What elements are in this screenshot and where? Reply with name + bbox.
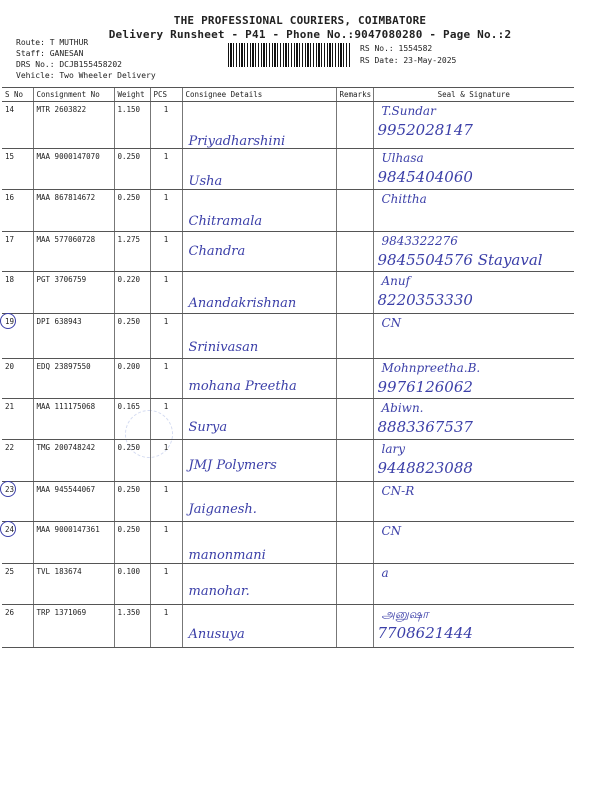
cell-sno <box>2 522 33 564</box>
cell-remarks <box>336 605 373 648</box>
table-row <box>2 522 574 564</box>
runsheet-table <box>2 87 574 648</box>
cell-pcs: 1 <box>150 102 182 149</box>
cell-remarks <box>336 482 373 522</box>
table-row <box>2 440 574 482</box>
table-row <box>2 399 574 440</box>
serial-number: 14 <box>5 105 15 114</box>
handwritten-signature: Mohnpreetha.B. <box>381 361 481 375</box>
table-row <box>2 314 574 359</box>
table-row <box>2 359 574 399</box>
route-label: Route: T MUTHUR <box>16 38 89 47</box>
cell-consignee <box>182 359 336 399</box>
cell-sno <box>2 102 33 149</box>
cell-pcs: 1 <box>150 522 182 564</box>
cell-remarks <box>336 102 373 149</box>
cell-remarks <box>336 272 373 314</box>
cell-weight: 0.250 <box>114 314 150 359</box>
cell-remarks <box>336 522 373 564</box>
handwritten-signature: lary <box>381 442 406 456</box>
col-sno: S No <box>2 88 33 102</box>
handwritten-consignee-name: Anusuya <box>188 627 245 642</box>
cell-sno <box>2 359 33 399</box>
cell-consignment: MAA 9000147361 <box>33 522 114 564</box>
vehicle-label: Vehicle: Two Wheeler Delivery <box>16 71 156 80</box>
serial-number: 24 <box>5 525 15 534</box>
cell-pcs: 1 <box>150 232 182 272</box>
cell-sno <box>2 190 33 232</box>
handwritten-phone: 9976126062 <box>377 378 473 396</box>
cell-consignment: PGT 3706759 <box>33 272 114 314</box>
handwritten-consignee-name: Srinivasan <box>188 340 259 355</box>
cell-remarks <box>336 399 373 440</box>
handwritten-phone: 7708621444 <box>377 624 473 642</box>
table-row <box>2 190 574 232</box>
handwritten-consignee-name: JMJ Polymers <box>188 458 277 473</box>
handwritten-consignee-name: mohana Preetha <box>188 379 297 394</box>
cell-weight: 1.350 <box>114 605 150 648</box>
handwritten-consignee-name: Surya <box>188 420 228 435</box>
cell-consignee <box>182 190 336 232</box>
cell-consignee <box>182 314 336 359</box>
cell-remarks <box>336 359 373 399</box>
cell-signature <box>373 399 574 440</box>
cell-signature <box>373 272 574 314</box>
handwritten-consignee-name: Chandra <box>188 244 246 259</box>
handwritten-consignee-name: Jaiganesh. <box>188 502 257 517</box>
cell-remarks <box>336 232 373 272</box>
cell-pcs: 1 <box>150 440 182 482</box>
cell-weight: 0.250 <box>114 482 150 522</box>
handwritten-phone: 8883367537 <box>377 418 473 436</box>
table-row <box>2 482 574 522</box>
cell-pcs: 1 <box>150 564 182 605</box>
cell-signature <box>373 564 574 605</box>
cell-remarks <box>336 190 373 232</box>
serial-number: 18 <box>5 275 15 284</box>
rs-date: RS Date: 23-May-2025 <box>360 56 457 65</box>
cell-consignee <box>182 482 336 522</box>
cell-consignee <box>182 149 336 190</box>
cell-sno <box>2 314 33 359</box>
serial-number: 23 <box>5 485 15 494</box>
cell-consignee <box>182 564 336 605</box>
cell-consignment: MAA 577060728 <box>33 232 114 272</box>
handwritten-phone: 9448823088 <box>377 459 473 477</box>
circle-mark <box>0 481 16 497</box>
staff-label: Staff: GANESAN <box>16 49 84 58</box>
table-header-row <box>2 88 574 102</box>
cell-signature <box>373 102 574 149</box>
cell-consignment: TRP 1371069 <box>33 605 114 648</box>
cell-sno <box>2 272 33 314</box>
cell-weight: 0.165 <box>114 399 150 440</box>
cell-consignment: MAA 111175068 <box>33 399 114 440</box>
cell-consignee <box>182 522 336 564</box>
cell-pcs: 1 <box>150 190 182 232</box>
handwritten-signature: 9843322276 <box>381 234 458 248</box>
handwritten-phone: 9845404060 <box>377 168 473 186</box>
col-consignment: Consignment No <box>33 88 114 102</box>
cell-sno <box>2 149 33 190</box>
cell-remarks <box>336 564 373 605</box>
handwritten-signature: Anuf <box>381 274 411 288</box>
cell-weight: 1.275 <box>114 232 150 272</box>
cell-pcs: 1 <box>150 149 182 190</box>
cell-consignee <box>182 605 336 648</box>
cell-consignee <box>182 232 336 272</box>
cell-weight: 0.250 <box>114 440 150 482</box>
cell-weight: 1.150 <box>114 102 150 149</box>
handwritten-signature: CN <box>381 524 402 538</box>
handwritten-signature: அனுஷா <box>381 607 429 621</box>
runsheet-title: Delivery Runsheet - P41 - Phone No.:9047080280 - Page No.:2 <box>108 28 512 41</box>
cell-signature <box>373 605 574 648</box>
cell-sno <box>2 605 33 648</box>
rs-number: RS No.: 1554582 <box>360 44 433 53</box>
handwritten-consignee-name: manohar. <box>188 584 250 599</box>
barcode <box>228 43 350 67</box>
handwritten-phone: 8220353330 <box>377 291 473 309</box>
cell-pcs: 1 <box>150 314 182 359</box>
handwritten-consignee-name: Anandakrishnan <box>188 296 297 311</box>
cell-consignment: EDQ 23897550 <box>33 359 114 399</box>
handwritten-signature: Chittha <box>381 192 427 206</box>
cell-consignment: DPI 638943 <box>33 314 114 359</box>
cell-consignment: MAA 867814672 <box>33 190 114 232</box>
handwritten-consignee-name: Chitramala <box>188 214 263 229</box>
serial-number: 20 <box>5 362 15 371</box>
cell-weight: 0.250 <box>114 522 150 564</box>
cell-pcs: 1 <box>150 605 182 648</box>
cell-weight: 0.220 <box>114 272 150 314</box>
cell-pcs: 1 <box>150 359 182 399</box>
cell-weight: 0.100 <box>114 564 150 605</box>
cell-sno <box>2 482 33 522</box>
cell-signature <box>373 314 574 359</box>
serial-number: 22 <box>5 443 15 452</box>
table-row <box>2 232 574 272</box>
cell-signature <box>373 190 574 232</box>
handwritten-phone: 9952028147 <box>377 121 473 139</box>
circle-mark <box>0 521 16 537</box>
cell-consignee <box>182 272 336 314</box>
handwritten-consignee-name: Usha <box>188 174 223 189</box>
circle-mark <box>0 313 16 329</box>
cell-weight: 0.250 <box>114 190 150 232</box>
serial-number: 16 <box>5 193 15 202</box>
cell-signature <box>373 522 574 564</box>
cell-remarks <box>336 314 373 359</box>
handwritten-signature: CN-R <box>381 484 415 498</box>
serial-number: 25 <box>5 567 15 576</box>
cell-sno <box>2 399 33 440</box>
cell-sno <box>2 440 33 482</box>
handwritten-consignee-name: manonmani <box>188 548 266 563</box>
cell-sno <box>2 232 33 272</box>
handwritten-signature: CN <box>381 316 402 330</box>
cell-consignee <box>182 102 336 149</box>
serial-number: 26 <box>5 608 15 617</box>
drs-label: DRS No.: DCJB155458202 <box>16 60 122 69</box>
handwritten-signature: Ulhasa <box>381 151 424 165</box>
cell-pcs: 1 <box>150 272 182 314</box>
cell-remarks <box>336 440 373 482</box>
table-row <box>2 605 574 648</box>
cell-pcs: 1 <box>150 399 182 440</box>
serial-number: 15 <box>5 152 15 161</box>
handwritten-signature: Abiwn. <box>381 401 424 415</box>
table-row <box>2 272 574 314</box>
cell-weight: 0.250 <box>114 149 150 190</box>
serial-number: 19 <box>5 317 15 326</box>
col-signature: Seal & Signature <box>373 88 574 102</box>
cell-consignment: MAA 945544067 <box>33 482 114 522</box>
cell-sno <box>2 564 33 605</box>
col-consignee: Consignee Details <box>182 88 336 102</box>
company-title: THE PROFESSIONAL COURIERS, COIMBATORE <box>173 14 427 27</box>
cell-signature <box>373 440 574 482</box>
cell-signature <box>373 482 574 522</box>
cell-signature <box>373 149 574 190</box>
cell-consignment: TVL 183674 <box>33 564 114 605</box>
table-row <box>2 564 574 605</box>
table-row <box>2 149 574 190</box>
cell-consignment: MTR 2603822 <box>33 102 114 149</box>
col-remarks: Remarks <box>336 88 373 102</box>
cell-consignee <box>182 399 336 440</box>
handwritten-consignee-name: Priyadharshini <box>188 134 286 149</box>
cell-remarks <box>336 149 373 190</box>
serial-number: 17 <box>5 235 15 244</box>
cell-consignment: TMG 200748242 <box>33 440 114 482</box>
cell-consignee <box>182 440 336 482</box>
col-pcs: PCS <box>150 88 182 102</box>
handwritten-signature: T.Sundar <box>381 104 436 118</box>
serial-number: 21 <box>5 402 15 411</box>
handwritten-phone: 9845504576 Stayaval <box>377 251 543 269</box>
cell-consignment: MAA 9000147070 <box>33 149 114 190</box>
table-row <box>2 102 574 149</box>
cell-signature <box>373 232 574 272</box>
cell-signature <box>373 359 574 399</box>
cell-pcs: 1 <box>150 482 182 522</box>
handwritten-signature: a <box>381 566 389 580</box>
col-weight: Weight <box>114 88 150 102</box>
cell-weight: 0.200 <box>114 359 150 399</box>
